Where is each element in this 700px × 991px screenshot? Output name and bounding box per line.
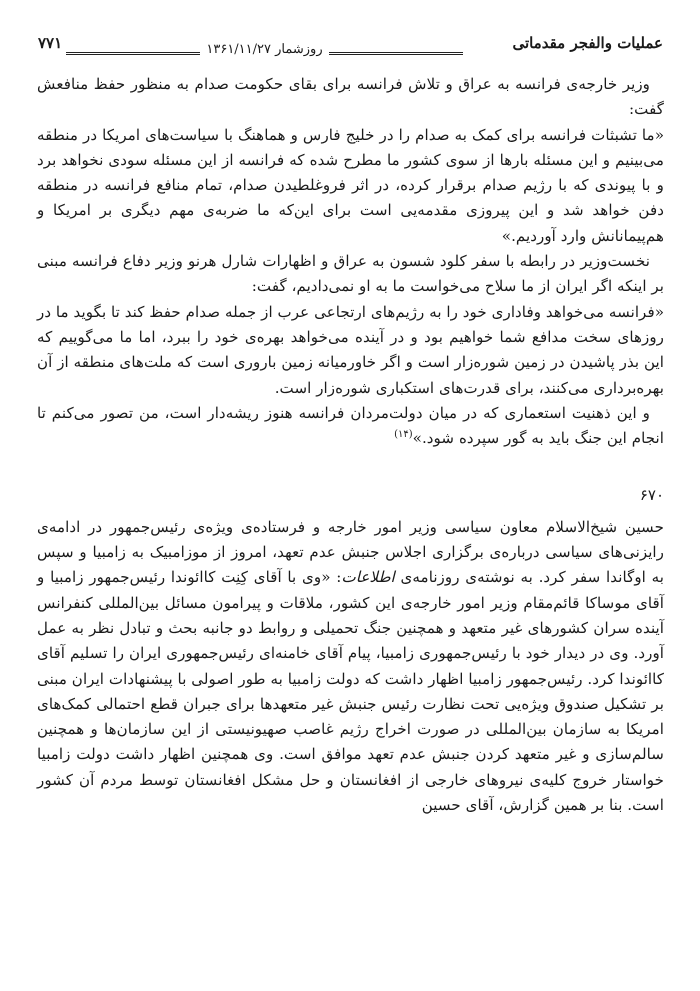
rule-right xyxy=(329,52,463,55)
page-number: ۷۷۱ xyxy=(38,34,63,52)
newspaper-name: اطلاعات xyxy=(341,568,395,587)
page-header xyxy=(36,30,663,66)
quote-paragraph: «ما تشبثات فرانسه برای کمک به صدام را در خلیج فارس و هماهنگ با سیاست‌های امریکا در منطقه می‌بینیم و این مسئله بارها از سوی کشور ما مطرح شده که فرانسه از این مسئله سودی نخواهد برد و با پیوندی که با رژیم صدام برقرار کرده، در اثر فروغلطیدن صدام، تمام منافع فرانسه در منطقه دفن خواهد شد و این پیروزی مقدمه‌یی است برای این‌که ما ضربه‌ی مهم دیگری بر امریکا و هم‌پیمانانش وارد آوردیم.» xyxy=(37,125,664,245)
paragraph-text: حسین شیخ‌الاسلام معاون سیاسی وزیر امور خارجه و فرستاده‌ی ویژه‌ی رئیس‌جمهور در ادامه‌ی رایزنی‌های سیاسی درباره‌ی برگزاری اجلاس جنبش عدم تعهد، امروز از موزامبیک به زامبیا و سپس به اوگاندا سفر کرد. به نوشته‌ی روزنامه‌ی xyxy=(37,517,664,587)
footnote-reference: (۱۴) xyxy=(394,429,413,441)
quote-text: و این ذهنیت استعماری که در میان دولت‌مردان فرانسه هنوز ریشه‌دار است، من تصور می‌کنم تا انجام این جنگ باید به گور سپرده شود.» xyxy=(37,403,664,448)
entry-number: ۶۷۰ xyxy=(639,486,664,505)
paragraph: وزیر خارجه‌ی فرانسه به عراق و تلاش فرانسه برای بقای حکومت صدام به منظور حفظ منافعش گفت: xyxy=(37,75,664,119)
paragraph xyxy=(37,515,664,819)
paragraph: نخست‌وزیر در رابطه با سفر کلود شسون به عراق و اظهارات شارل هرنو وزیر دفاع فرانسه مبنی بر اینکه اگر ایران از ما سلاح می‌خواست ما به او نمی‌دادیم، گفت: xyxy=(37,252,664,296)
quote-paragraph: «فرانسه می‌خواهد وفاداری خود را به رژیم‌های ارتجاعی عرب از جمله صدام حفظ کند تا بگوید ما در روزهای سخت مدافع شما خواهیم بود و در آینده می‌خواهد بهره‌ی خود را ببرد، اما ما می‌گوییم که این بذر پاشیدن در زمین شوره‌زار است و اگر خاورمیانه زمین باروری است که ملت‌های منطقه از آن بهره‌برداری می‌کنند، برای قدرت‌های استکباری شوره‌زار است. xyxy=(37,302,664,397)
quote-paragraph xyxy=(37,401,664,452)
page-body xyxy=(37,72,664,971)
paragraph-text: : «وی با آقای کِنِت کاائوندا رئیس‌جمهور زامبیا و آقای موساکا قائم‌مقام وزیر امور خارجه‌ی این کشور، ملاقات و پیرامون مسائل بین‌المللی کنفرانس آینده سران کشورهای غیر متعهد و همچنین جنگ تحمیلی و روابط دو جانبه بحث و تبادل نظر به عمل آورد. وی در دیدار خود با رئیس‌جمهوری زامبیا، پیام آقای خامنه‌ای رئیس‌جمهوری ایران را تسلیم آقای کاائوندا کرد. رئیس‌جمهور زامبیا اظهار داشت که دولت زامبیا به طور اصولی با پیشنهادات ایران مبنی بر تشکیل صندوق ویژه‌یی تحت نظارت رئیس جنبش غیر متعهدها برای جبران قطع احتمالی کمک‌های امریکا به سازمان بین‌المللی در صورت اخراج رژیم غاصب صهیونیستی از این سازمان‌ها و همچنین سالم‌سازی و غیر متعهد کردن جنبش عدم تعهد موافق است. وی همچنین اظهار داشت دولت زامبیا خواستار خروج کلیه‌ی نیروهای خارجی از افغانستان و حل مشکل افغانستان توسط مردم آن کشور است. بنا بر همین گزارش، آقای حسین xyxy=(37,568,664,815)
chronicle-date: روزشمار ۱۳۶۱/۱۱/۲۷ xyxy=(206,42,323,57)
running-title: عملیات والفجر مقدماتی xyxy=(512,34,663,52)
date-rule xyxy=(66,42,463,57)
rule-left xyxy=(66,52,200,55)
